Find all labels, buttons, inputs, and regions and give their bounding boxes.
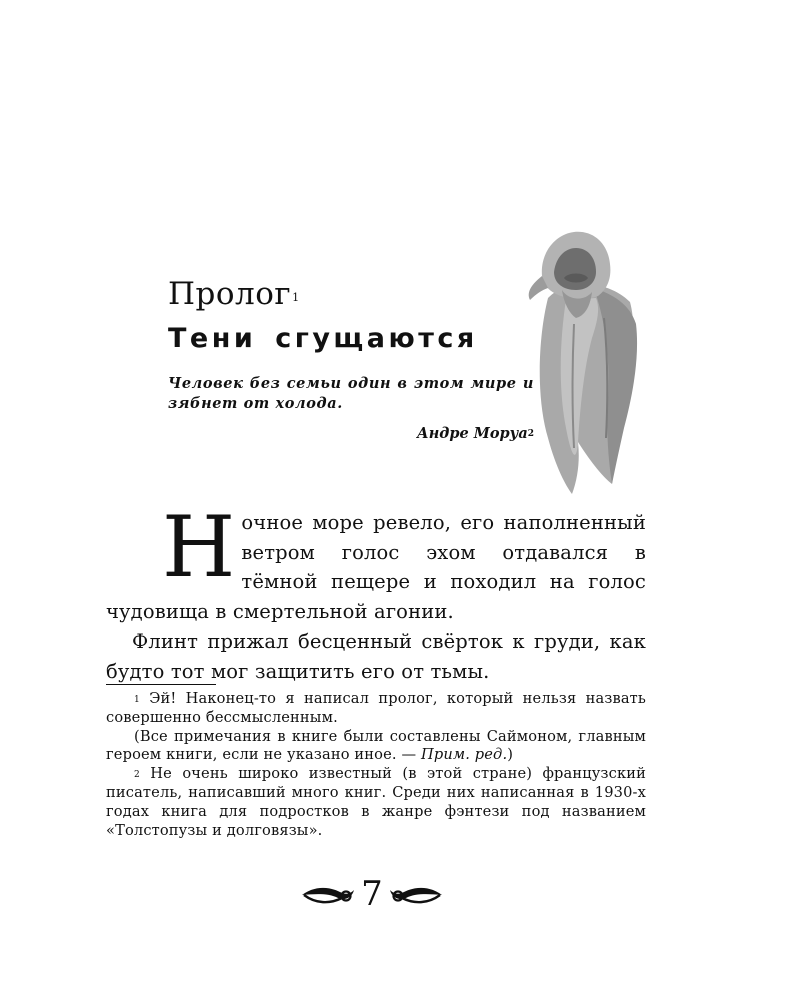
drop-cap: Н	[162, 498, 236, 596]
chapter-title: Тени сгущаются	[168, 323, 478, 354]
paragraph-1-text: очное море ревело, его наполненный ветром голос эхом отдавался в тёмной пещере и походил на голос чудовища в смертельной агонии.	[106, 511, 646, 623]
footnote-1-extra	[106, 728, 646, 766]
footnotes	[106, 690, 646, 840]
footnote-2	[106, 765, 646, 840]
footnote-1-extra-italic: Прим. ред.	[421, 746, 508, 764]
footnote-marker-1: 1	[292, 291, 300, 304]
right-swirl-ornament-icon	[388, 882, 444, 908]
footnote-2-mark: 2	[134, 770, 140, 781]
page-number: 7	[361, 874, 383, 914]
footnote-1-mark: 1	[134, 695, 140, 705]
heading-block	[168, 276, 548, 444]
footnote-separator	[106, 684, 216, 685]
prologue-label-text: Пролог	[168, 276, 292, 312]
paragraph-2: Флинт прижал бесценный свёрток к груди, как будто тот мог защитить его от тьмы.	[106, 630, 646, 683]
page-number-area	[300, 876, 444, 916]
epigraph-text: Человек без семьи один в этом мире и зябнет от холода.	[168, 375, 534, 412]
prologue-label	[168, 276, 548, 312]
footnote-1-extra-text: (Все примечания в книге были составлены Саймоном, главным героем книги, если не указано иное. —	[106, 727, 646, 764]
epigraph-author	[168, 424, 534, 444]
footnote-1-extra-close: )	[507, 746, 514, 764]
left-swirl-ornament-icon	[300, 882, 356, 908]
body-text	[106, 498, 646, 686]
footnote-marker-2: 2	[527, 429, 534, 439]
footnote-1	[106, 690, 646, 728]
epigraph-author-name: Андре Моруа	[416, 425, 528, 442]
footnote-2-text: Не очень широко известный (в этой стране) французский писатель, написавший много книг. Среди них написанная в 1930-х годах книга для подростков в жанре фэнтези под названием «Толстопузы и долговязы».	[106, 765, 646, 839]
footnote-1-text: Эй! Наконец-то я написал пролог, который нельзя назвать совершенно бессмысленным.	[106, 690, 646, 726]
paragraph-1	[106, 498, 646, 626]
